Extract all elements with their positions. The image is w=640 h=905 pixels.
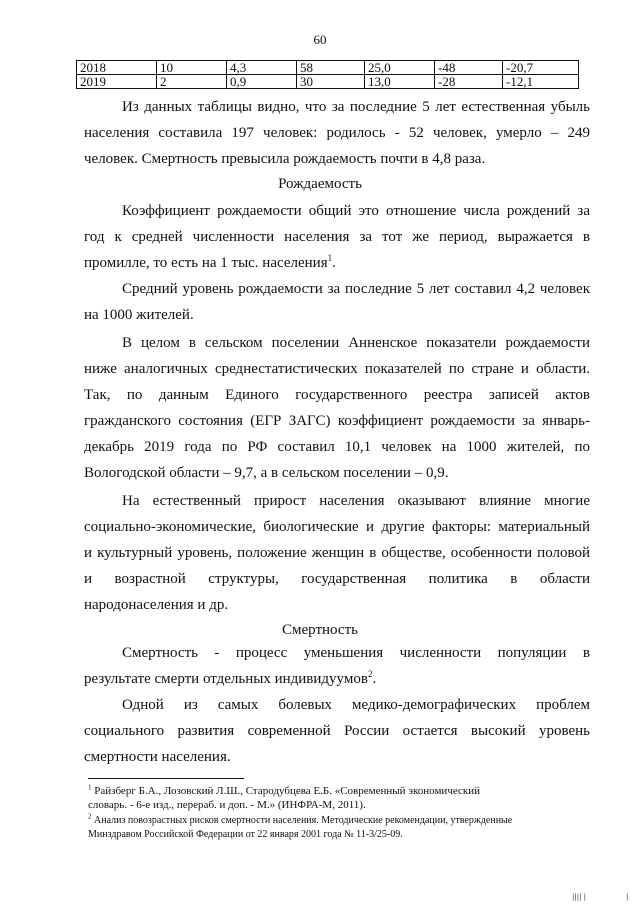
text-line: ниже аналогичных среднестатистических показателей по стране и области. [84,361,590,377]
table-cell: 2 [157,75,227,89]
text-line [84,666,590,692]
table-cell: 2019 [77,75,157,89]
section-heading-birth: Рождаемость [278,176,362,192]
text-line: Смертность - процесс уменьшения численности популяции в [122,645,590,661]
table-cell: 10 [157,61,227,75]
scan-mark: | [626,893,629,901]
text-line: Из данных таблицы видно, что за последние 5 лет естественная убыль [122,99,590,115]
table-cell: -12,1 [503,75,579,89]
table-cell: 0,9 [227,75,297,89]
text-segment: . [332,255,336,271]
text-line: год к средней численности населения за тот же период, выражается в [84,229,590,245]
text-line: и культурный уровень, положение женщин в обществе, особенности половой [84,545,590,561]
footnote-text: Райзберг Б.А., Лозовский Л.Ш., Стародубцева Е.Б. «Современный экономический [94,785,481,797]
text-segment: результате смерти отдельных индивидуумов [84,671,368,687]
text-line: В целом в сельском поселении Анненское показатели рождаемости [122,335,590,351]
text-line: Вологодской области – 9,7, а в сельском поселении – 0,9. [84,465,449,481]
footnote-ref[interactable]: 1 [327,253,333,263]
footnote-divider [88,778,244,779]
text-line: и возрастной структуры, государственная политика в области [84,571,590,587]
footnote-1-line [88,784,588,798]
table-cell: -28 [435,75,503,89]
footnote-mark: 2 [88,812,92,821]
footnote-ref[interactable]: 2 [367,669,373,679]
table-cell: 25,0 [365,61,435,75]
footnote-mark: 1 [88,783,92,792]
section-heading-death: Смертность [282,622,358,638]
text-line: социально-экономические, биологические и другие факторы: материальный [84,519,590,535]
text-line: Так, по данным Единого государственного реестра записей актов [84,387,590,403]
text-line: декабрь 2019 года по РФ составил 10,1 человек на 1000 жителей, по [84,439,590,455]
table-cell: -48 [435,61,503,75]
data-table [76,60,579,89]
text-line: смертности населения. [84,749,231,765]
text-line: социального развития современной России остается высокий уровень [84,723,590,739]
text-line: населения составила 197 человек: родилось - 52 человек, умерло – 249 [84,125,590,141]
footnote-2-line: Минздравом Российской Федерации от 22 января 2001 года № 11-3/25-09. [88,829,403,840]
text-line: человек. Смертность превысила рождаемость почти в 4,8 раза. [84,151,486,167]
footnote-1-line: словарь. - 6-е изд., перераб. и доп. - М.» (ИНФРА-М, 2011). [88,799,366,811]
scan-mark: |||| | [572,893,587,901]
text-line: народонаселения и др. [84,597,229,613]
table-cell: 4,3 [227,61,297,75]
footnote-2-line [88,814,588,828]
page-number: 60 [313,32,327,47]
table-row [77,61,579,75]
table-cell: 13,0 [365,75,435,89]
text-segment: . [372,671,377,687]
table-cell: -20,7 [503,61,579,75]
text-line: На естественный прирост населения оказывают влияние многие [122,493,590,509]
text-line: на 1000 жителей. [84,307,194,323]
text-line: гражданского состояния (ЕГР ЗАГС) коэффициент рождаемости за январь- [84,413,590,429]
table-cell: 58 [297,61,365,75]
text-line: Средний уровень рождаемости за последние 5 лет составил 4,2 человек [122,281,590,297]
text-line: Одной из самых болевых медико-демографических проблем [122,697,590,713]
text-segment: промилле, то есть на 1 тыс. населения [84,255,328,271]
text-line: Коэффициент рождаемости общий это отношение числа рождений за [122,203,590,219]
table-row [77,75,579,89]
table-cell: 2018 [77,61,157,75]
table-cell: 30 [297,75,365,89]
text-line [84,250,590,276]
footnote-text: Анализ повозрастных рисков смертности населения. Методические рекомендации, утвержденные [94,815,513,826]
